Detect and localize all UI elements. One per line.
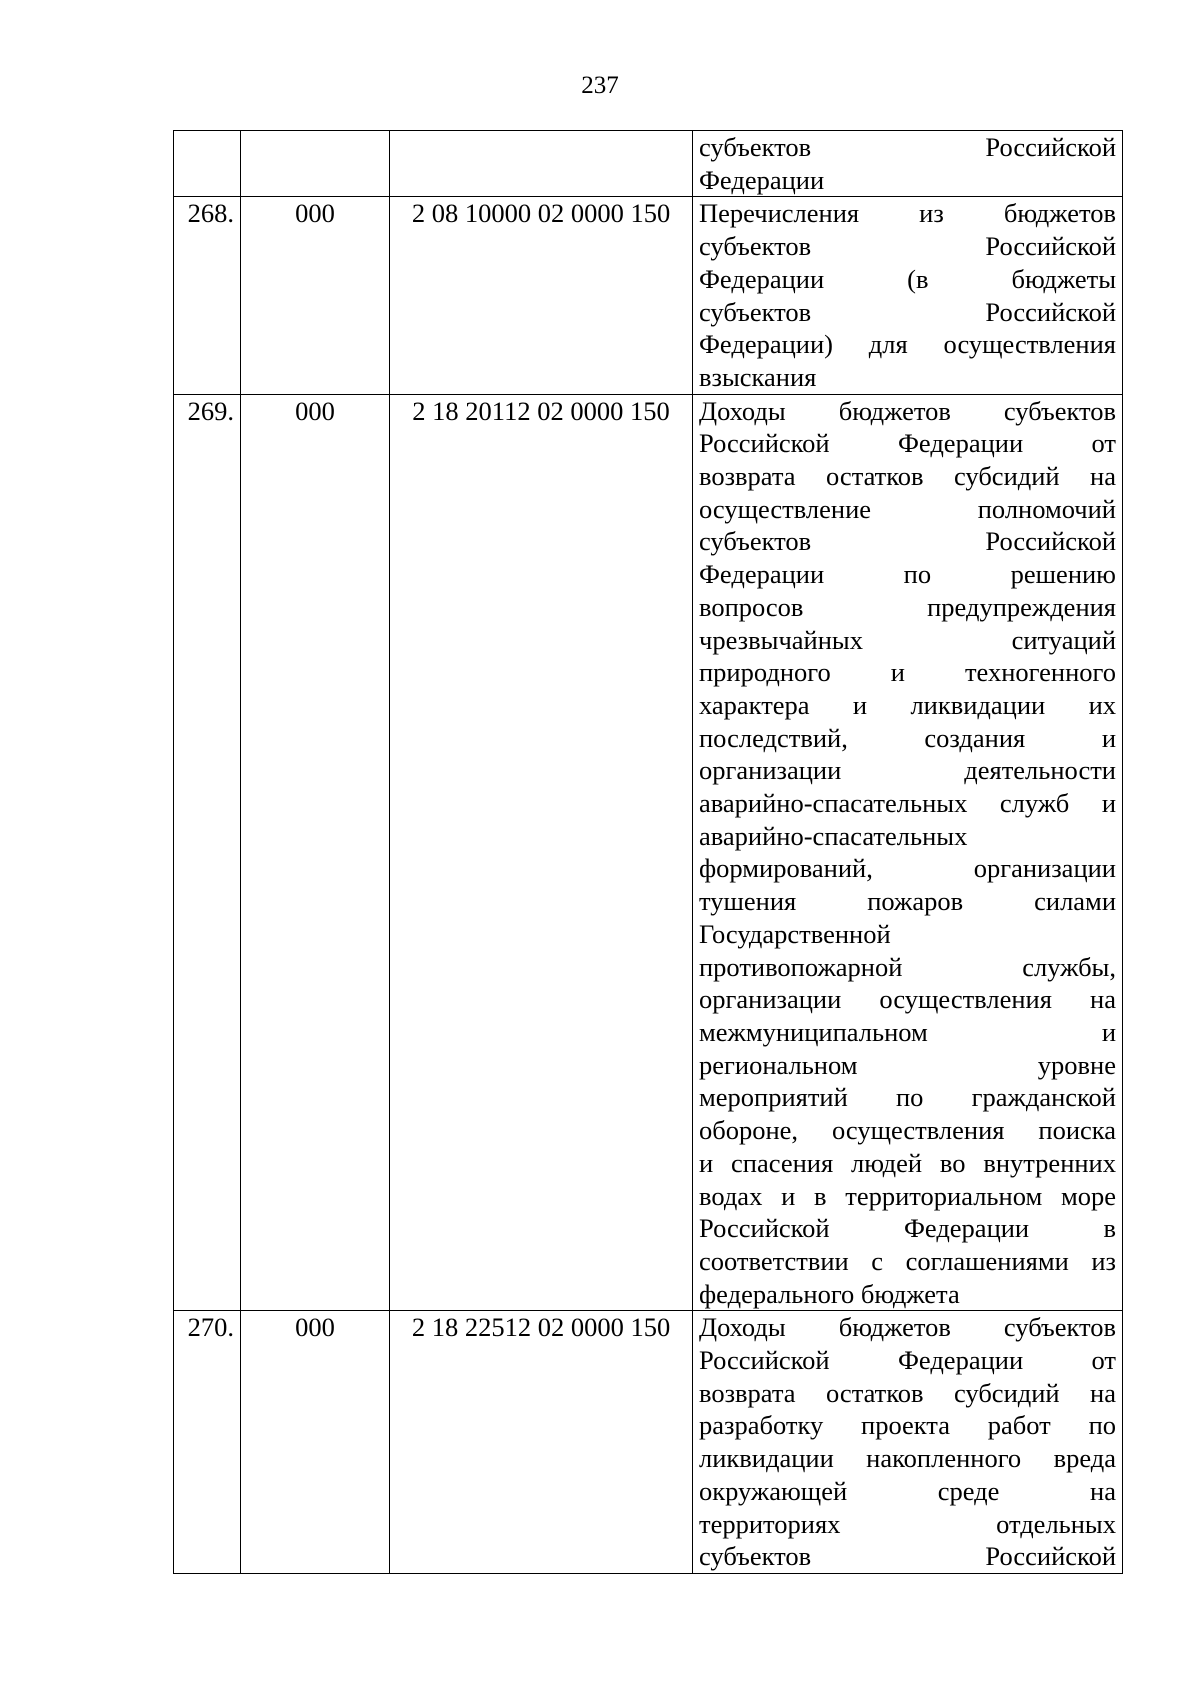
revenue-name-line: аварийно-спасательных служб и xyxy=(699,788,1116,819)
revenue-name-line: Российской Федерации в xyxy=(699,1213,1116,1244)
revenue-name-line: осуществление полномочий xyxy=(699,493,1116,524)
revenue-name-cell xyxy=(693,131,1123,197)
page-number: 237 xyxy=(581,72,619,99)
revenue-name-line: обороне, осуществления поиска xyxy=(699,1115,1116,1146)
administrator-code-cell xyxy=(241,131,390,197)
revenue-name-line: субъектов Российской xyxy=(699,231,1116,262)
row-number-cell: 270. xyxy=(174,1311,241,1574)
revenue-name-line: противопожарной службы, xyxy=(699,951,1116,982)
budget-classification-code-cell xyxy=(390,131,693,197)
budget-codes-table xyxy=(173,130,1123,1574)
revenue-name-line: субъектов Российской xyxy=(699,296,1116,327)
revenue-name-line: территориях отдельных xyxy=(699,1508,1116,1539)
revenue-name-line: Федерации (в бюджеты xyxy=(699,263,1116,294)
revenue-name-line: Государственной xyxy=(699,918,891,949)
table-row xyxy=(174,131,1123,197)
revenue-name-cell xyxy=(693,394,1123,1311)
revenue-name-line: формирований, организации xyxy=(699,853,1116,884)
revenue-name-line: тушения пожаров силами xyxy=(699,886,1116,917)
budget-classification-code-cell: 2 08 10000 02 0000 150 xyxy=(390,197,693,394)
revenue-name-line: характера и ликвидации их xyxy=(699,689,1116,720)
row-number-cell xyxy=(174,131,241,197)
revenue-name-line: возврата остатков субсидий на xyxy=(699,1377,1116,1408)
revenue-name-line: разработку проекта работ по xyxy=(699,1410,1116,1441)
budget-classification-code-cell: 2 18 22512 02 0000 150 xyxy=(390,1311,693,1574)
revenue-name-line: Федерации) для осуществления xyxy=(699,329,1116,360)
revenue-name-line: последствий, создания и xyxy=(699,722,1116,753)
table-row xyxy=(174,1311,1123,1574)
revenue-name-line: Федерации по решению xyxy=(699,559,1116,590)
revenue-name-line: водах и в территориальном море xyxy=(699,1180,1116,1211)
revenue-name-line: чрезвычайных ситуаций xyxy=(699,624,1116,655)
revenue-name-line: Перечисления из бюджетов xyxy=(699,198,1116,229)
revenue-name-line: субъектов Российской xyxy=(699,1541,1116,1572)
revenue-name-line: межмуниципальном и xyxy=(699,1016,1116,1047)
revenue-name-line: вопросов предупреждения xyxy=(699,591,1116,622)
revenue-name-cell xyxy=(693,197,1123,394)
revenue-name-line: региональном уровне xyxy=(699,1049,1116,1080)
revenue-name-line: организации осуществления на xyxy=(699,984,1116,1015)
revenue-name-line: Российской Федерации от xyxy=(699,428,1116,459)
revenue-name-line: возврата остатков субсидий на xyxy=(699,461,1116,492)
revenue-name-line: Федерации xyxy=(699,164,825,195)
revenue-name-line: субъектов Российской xyxy=(699,132,1116,162)
table-row xyxy=(174,394,1123,1311)
revenue-name-line: аварийно-спасательных xyxy=(699,820,968,851)
revenue-name-line: Доходы бюджетов субъектов xyxy=(699,395,1116,426)
table-row xyxy=(174,197,1123,394)
budget-classification-code-cell: 2 18 20112 02 0000 150 xyxy=(390,394,693,1311)
administrator-code-cell: 000 xyxy=(241,1311,390,1574)
revenue-name-line: организации деятельности xyxy=(699,755,1116,786)
revenue-name-line: мероприятий по гражданской xyxy=(699,1082,1116,1113)
revenue-name-line: федерального бюджета xyxy=(699,1278,960,1309)
administrator-code-cell: 000 xyxy=(241,197,390,394)
revenue-name-line: Доходы бюджетов субъектов xyxy=(699,1312,1116,1343)
revenue-name-line: ликвидации накопленного вреда xyxy=(699,1443,1116,1474)
revenue-name-line: соответствии с соглашениями из xyxy=(699,1245,1116,1276)
revenue-name-line: взыскания xyxy=(699,361,817,392)
revenue-name-line: Российской Федерации от xyxy=(699,1345,1116,1376)
row-number-cell: 269. xyxy=(174,394,241,1311)
revenue-name-line: окружающей среде на xyxy=(699,1475,1116,1506)
administrator-code-cell: 000 xyxy=(241,394,390,1311)
row-number-cell: 268. xyxy=(174,197,241,394)
revenue-name-line: природного и техногенного xyxy=(699,657,1116,688)
revenue-name-line: субъектов Российской xyxy=(699,526,1116,557)
revenue-name-cell xyxy=(693,1311,1123,1574)
revenue-name-line: и спасения людей во внутренних xyxy=(699,1147,1116,1178)
